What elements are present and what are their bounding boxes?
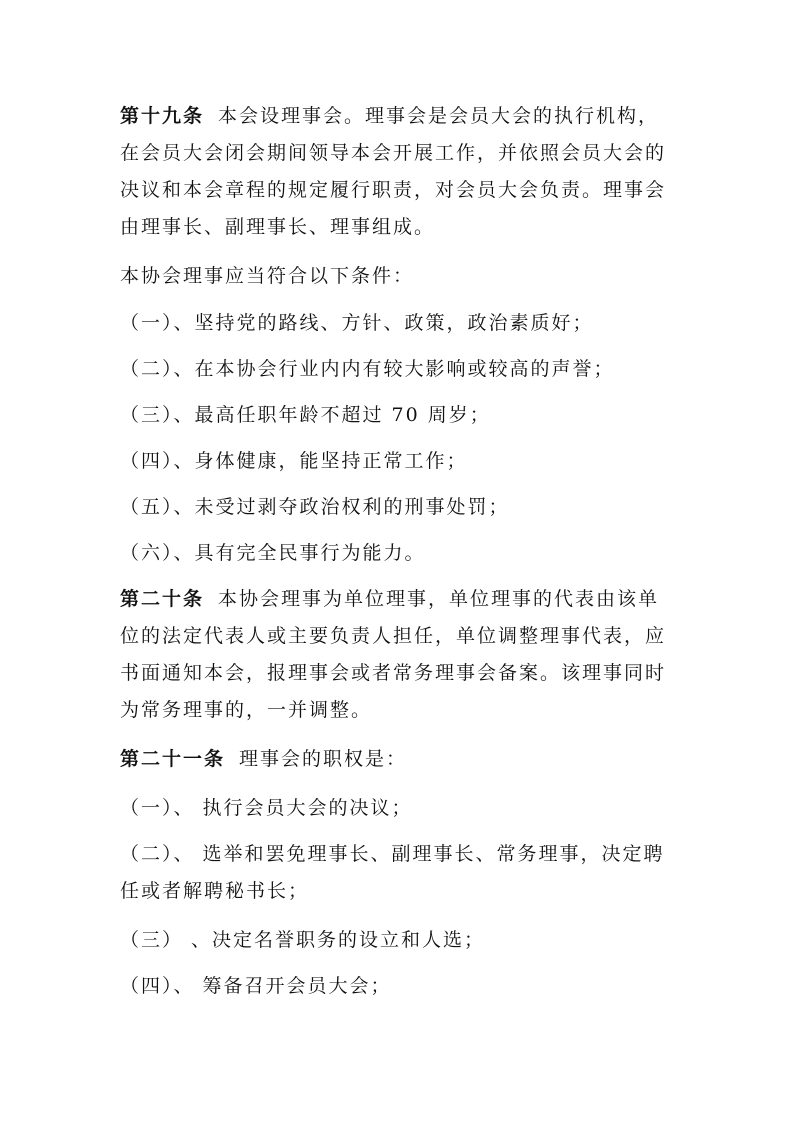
power-item-4: （四）、 筹备召开会员大会； [120,975,392,997]
conditions-intro: 本协会理事应当符合以下条件： [120,265,415,287]
power-item-3: （三） 、决定名誉职务的设立和人选； [120,929,486,951]
article-21 [120,741,680,778]
article-19 [120,98,680,246]
article-19-number: 第十九条 [120,105,205,127]
condition-item-5: （五）、未受过剥夺政治权利的刑事处罚； [120,496,510,518]
condition-item-3: （三）、最高任职年龄不超过 70 周岁； [120,404,491,426]
document-body [120,98,680,1014]
article-20-text: 本协会理事为单位理事，单位理事的代表由该单位的法定代表人或主要负责人担任，单位调整理事代表，应书面通知本会，报理事会或者常务理事会备案。该理事同时为常务理事的，一并调整。 [120,588,667,721]
article-19-text: 本会设理事会。理事会是会员大会的执行机构，在会员大会闭会期间领导本会开展工作，并依照会员大会的决议和本会章程的规定履行职责，对会员大会负责。理事会由理事长、副理事长、理事组成。 [120,105,667,238]
power-item-1: （一）、 执行会员大会的决议； [120,797,413,819]
condition-item-4: （四）、身体健康，能坚持正常工作； [120,450,468,472]
power-item-2: （二）、 选举和罢免理事长、副理事长、常务理事，决定聘任或者解聘秘书长； [120,843,665,902]
article-21-text: 理事会的职权是： [239,748,408,770]
condition-item-2: （二）、在本协会行业内内有较大影响或较高的声誉； [120,358,615,380]
article-20 [120,581,680,729]
article-21-number: 第二十一条 [120,748,226,770]
article-20-number: 第二十条 [120,588,205,610]
condition-item-6: （六）、具有完全民事行为能力。 [120,542,426,564]
condition-item-1: （一）、坚持党的路线、方针、政策，政治素质好； [120,312,594,334]
